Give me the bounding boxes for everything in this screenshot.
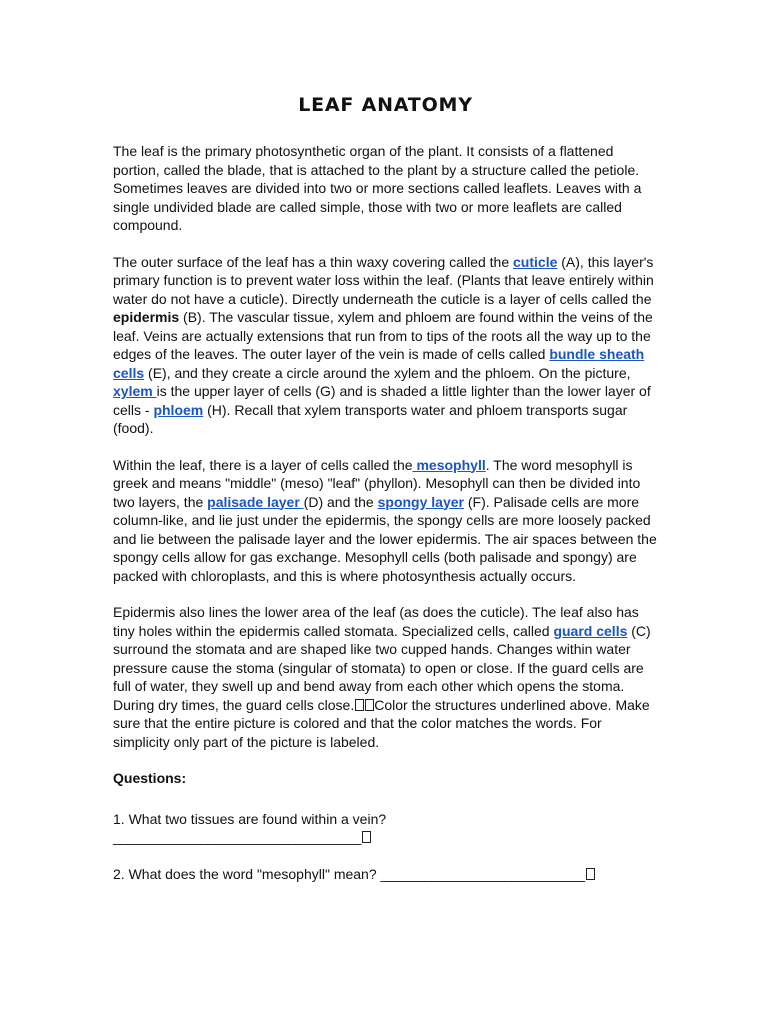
link-spongy-layer[interactable]: spongy layer <box>377 493 464 510</box>
text-segment: The outer surface of the leaf has a thin waxy covering called the <box>113 253 514 270</box>
question-2-text: 2. What does the word "mesophyll" mean? <box>113 865 381 882</box>
term-epidermis: epidermis <box>113 309 180 325</box>
paragraph-intro <box>113 142 658 235</box>
paragraph-stomata <box>113 603 658 751</box>
question-1-text: 1. What two tissues are found within a vein? <box>113 810 387 827</box>
link-xylem[interactable]: xylem <box>113 383 157 399</box>
text-segment: (F). Palisade cells are more column-like, and lie just under the epidermis, the spongy cells are more loosely packed and lie between the palisade layer and the lower epidermis. The air spaces between the spongy cells allow for gas exchange. Mesophyll cells (both palisade and spongy) are packed with chloroplasts, and this is where photosynthesis actually occurs. <box>113 493 657 584</box>
link-cuticle[interactable]: cuticle <box>513 253 558 270</box>
questions-heading: Questions: <box>113 770 187 786</box>
text-segment: (E), and they create a circle around the xylem and the phloem. On the picture, <box>144 364 631 381</box>
paragraph-intro-text: The leaf is the primary photosynthetic organ of the plant. It consists of a flattened portion, called the blade, that is attached to the plant by a structure called the petiole. Sometimes leaves are divided into two or more sections called leaflets. Leaves with a single undivided blade are called simple, those with two or more leaflets are called compound. <box>113 143 642 233</box>
missing-glyph-icon <box>586 868 595 880</box>
text-segment: (C) surround the stomata and are shaped like two cupped hands. Changes within water pressure cause the stoma (singular of stomata) to open or close. If the guard cells are full of water, they swell up and bend away from each other which opens the stoma. During dry times, the guard cells close. <box>113 622 651 713</box>
text-segment: (A), this layer's primary function is to prevent water loss within the leaf. (Plants that leave entirely within water do not have a cuticle). Directly underneath the cuticle is a layer of cells called the <box>113 253 654 307</box>
text-segment: Epidermis also lines the lower area of the leaf (as does the cuticle). The leaf also has tiny holes within the epidermis called stomata. Specialized cells, called <box>113 604 639 639</box>
link-phloem[interactable]: phloem <box>153 401 204 418</box>
paragraph-mesophyll <box>113 456 658 586</box>
question-1 <box>113 810 658 847</box>
link-palisade-layer[interactable]: palisade layer <box>207 493 304 510</box>
text-segment: is the upper layer of cells (G) and is shaded a little lighter than the lower layer of cells - <box>113 383 651 418</box>
link-guard-cells[interactable]: guard cells <box>553 622 628 639</box>
text-segment: (B). The vascular tissue, xylem and phloem are found within the veins of the leaf. Veins are actually extensions that run from to tips of the roots all the way up to the edges of the leaves. The outer layer of the vein is made of cells called <box>113 309 653 362</box>
answer-blank-2: ____________________________ <box>380 865 585 882</box>
missing-glyph-icon <box>365 699 374 711</box>
link-mesophyll[interactable]: mesophyll <box>412 456 486 473</box>
answer-blank-1: __________________________________ <box>113 829 361 845</box>
link-bundle-sheath-cells[interactable]: bundle sheath cells <box>113 346 645 381</box>
page-title: LEAF ANATOMY <box>298 94 473 116</box>
text-segment: Within the leaf, there is a layer of cells called the <box>113 456 413 473</box>
text-segment: Color the structures underlined above. Make sure that the entire picture is colored and that the color matches the words. For simplicity only part of the picture is labeled. <box>113 696 650 750</box>
question-2 <box>113 865 658 884</box>
text-segment: . The word mesophyll is greek and means "middle" (meso) "leaf" (phyllon). Mesophyll can then be divided into two layers, the <box>113 456 641 510</box>
text-segment: (H). Recall that xylem transports water and phloem transports sugar (food). <box>113 401 628 436</box>
missing-glyph-icon <box>362 831 371 843</box>
text-segment: (D) and the <box>303 493 378 510</box>
missing-glyph-icon <box>355 699 364 711</box>
paragraph-cuticle <box>113 253 658 438</box>
